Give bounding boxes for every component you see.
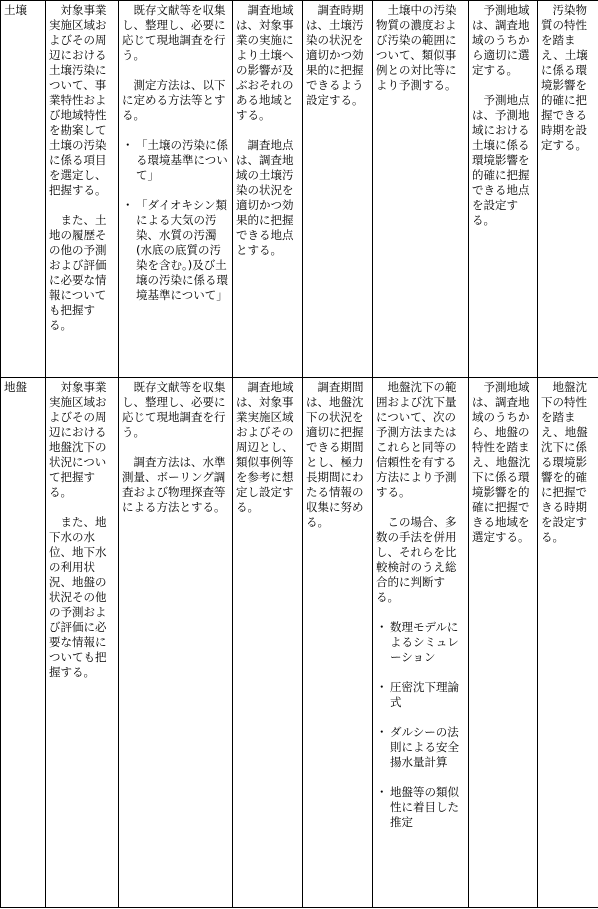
survey-period-cell (303, 378, 373, 908)
item-label: 土壌 (4, 3, 27, 17)
paragraph: 地盤沈下の特性を踏まえ、地盤沈下に係る環境影響を的確に把握できる時期を設定する。 (541, 380, 588, 544)
item-label: 地盤 (4, 380, 27, 394)
prediction-period-cell (538, 1, 598, 378)
bullet-item: ・ 圧密沈下理論式 (376, 680, 466, 710)
item-cell (1, 1, 46, 378)
prediction-method-cell (373, 1, 469, 378)
paragraph: この場合、多数の手法を併用し、それらを比較検討のうえ総合的に判断する。 (376, 515, 457, 604)
paragraph: 調査地域は、対象事業実施区域およびその周辺とし、類似事例等を参考に想定し設定する。 (236, 380, 294, 514)
paragraph: 調査地域は、対象事業の実施により土壌への影響が及ぶおそれのある地域とする。 (236, 3, 294, 122)
paragraph: また、土地の履歴その他の予測および評価に必要な情報についても把握する。 (49, 213, 107, 332)
paragraph: 対象事業実施区域およびその周辺における地盤沈下の状況について把握する。 (49, 380, 107, 499)
prediction-period-cell (538, 378, 598, 908)
survey-method-cell (119, 378, 233, 908)
item-cell (1, 378, 46, 908)
bullet-item: ・ ダルシーの法則による安全揚水量計算 (376, 725, 466, 770)
paragraph: 汚染物質の特性を踏まえ、土壌に係る環境影響を的確に把握できる時期を設定する。 (541, 3, 588, 152)
paragraph: 調査期間は、地盤沈下の状況を適切に把握できる期間とし、極力長期間にわたる情報の収集に努める。 (306, 380, 364, 529)
survey-items-cell (46, 378, 119, 908)
prediction-method-cell (373, 378, 469, 908)
paragraph: 既存文献等を収集し、整理し、必要に応じて現地調査を行う。 (122, 380, 226, 439)
survey-method-cell (119, 1, 233, 378)
bullet-item: ・ 「土壌の汚染に係る環境基準について」 (122, 138, 230, 183)
survey-period-cell (303, 1, 373, 378)
paragraph: 予測地域は、調査地域のうちから、地盤の特性を踏まえ、地盤沈下に係る環境影響を的確に把握できる地域を選定する。 (472, 380, 531, 544)
paragraph: また、地下水の水位、地下水の利用状況、地盤の状況その他の予測および評価に必要な情報についても把握する。 (49, 515, 107, 679)
table-row-soil (1, 1, 598, 378)
bullet-item: ・ 数理モデルによるシミュレーション (376, 620, 466, 665)
prediction-area-cell (469, 1, 538, 378)
bullet-item: ・ 「ダイオキシン類による大気の汚染、水質の汚濁(水底の底質の汚染を含む。)及び土壌の汚染に係る環境基準について」 (122, 198, 230, 303)
bullet-item: ・ 地盤等の類似性に着目した推定 (376, 785, 466, 830)
paragraph: 調査地点は、調査地域の土壌汚染の状況を適切かつ効果的に把握できる地点とする。 (236, 138, 294, 257)
paragraph: 既存文献等を収集し、整理し、必要に応じて現地調査を行う。 (122, 3, 226, 62)
paragraph: 対象事業実施区域およびその周辺における土壌汚染について、事業特性および地域特性を勘案して土壌の汚染に係る項目を選定し、把握する。 (49, 3, 107, 197)
paragraph: 調査方法は、水準測量、ボーリング調査および物理探査等による方法とする。 (122, 455, 226, 514)
paragraph: 測定方法は、以下に定める方法等とする。 (122, 78, 226, 122)
prediction-area-cell (469, 378, 538, 908)
table-row-ground (1, 378, 598, 908)
paragraph: 予測地域は、調査地域のうちから適切に選定する。 (472, 3, 530, 77)
paragraph: 予測地点は、予測地域における土壌に係る環境影響を的確に把握できる地点を設定する。 (472, 93, 530, 227)
paragraph: 土壌中の汚染物質の濃度および汚染の範囲について、類似事例との対比等により予測する。 (376, 3, 457, 92)
survey-area-cell (233, 1, 303, 378)
paragraph: 地盤沈下の範囲および沈下量について、次の予測方法またはこれらと同等の信頼性を有する方法により予測する。 (376, 380, 457, 499)
survey-items-cell (46, 1, 119, 378)
paragraph: 調査時期は、土壌汚染の状況を適切かつ効果的に把握できるよう設定する。 (306, 3, 364, 107)
survey-area-cell (233, 378, 303, 908)
